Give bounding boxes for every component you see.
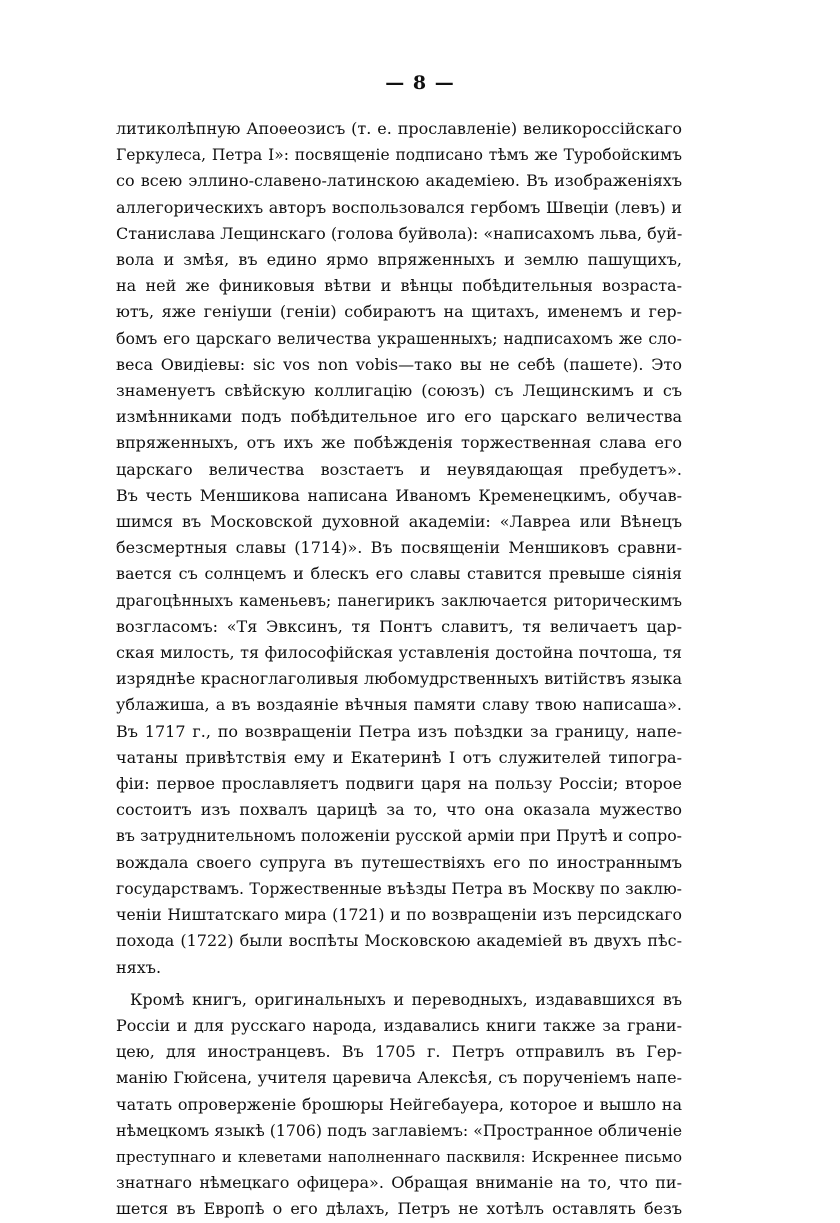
text-line: изряднѣе красноглаголивыя любомудрственныхъ витійствъ языка: [116, 669, 682, 689]
text-line: вола и змѣя, въ едино ярмо впряженныхъ и землю пашущихъ,: [116, 250, 682, 270]
page-number: — 8 —: [385, 72, 455, 94]
text-line: ская милость, тя философійская уставленія достойна почтоша, тя: [116, 643, 682, 663]
text-line: фіи: первое прославляетъ подвиги царя на пользу Россіи; второе: [116, 774, 682, 794]
text-line: Кромѣ книгъ, оригинальныхъ и переводныхъ, издававшихся въ: [130, 989, 682, 1009]
text-line: цею, для иностранцевъ. Въ 1705 г. Петръ отправилъ въ Гер-: [116, 1042, 682, 1062]
text-line: впряженныхъ, отъ ихъ же побѣжденія торжественная слава его: [116, 433, 682, 453]
paragraph-2: [116, 987, 682, 1223]
text-line: государствамъ. Торжественные въѣзды Петра въ Москву по заклю-: [116, 878, 682, 898]
text-line: манію Гюйсена, учителя царевича Алексѣя, съ порученіемъ напе-: [116, 1068, 682, 1088]
text-line: похода (1722) были воспѣты Московскою академіей въ двухъ пѣс-: [116, 931, 682, 951]
text-line: измѣнниками подъ побѣдительное иго его царскаго величества: [116, 407, 682, 427]
text-line: драгоцѣнныхъ каменьевъ; панегирикъ заключается риторическимъ: [116, 591, 682, 610]
text-line: въ затруднительномъ положеніи русской арміи при Прутѣ и сопро-: [116, 826, 682, 846]
text-line: состоитъ изъ похвалъ царицѣ за то, что она оказала мужество: [116, 800, 682, 820]
text-line: литиколѣпную Апоѳеозисъ (т. е. прославленіе) великороссійскаго: [116, 119, 682, 138]
text-line: на ней же финиковыя вѣтви и вѣнцы побѣдительныя возраста-: [116, 276, 682, 296]
text-line: веса Овидіевы: sic vos non vobis—тако вы не себѣ (пашете). Это: [116, 354, 682, 374]
text-line: ченіи Ништатскаго мира (1721) и по возвращеніи изъ персидскаго: [116, 905, 682, 925]
text-line: няхъ.: [116, 957, 162, 977]
text-line: царскаго величества возстаетъ и неувядающая пребудетъ».: [116, 459, 682, 479]
text-line: возгласомъ: «Тя Эвксинъ, тя Понтъ славитъ, тя величаетъ цар-: [116, 616, 682, 636]
text-line: со всею эллино-славено-латинскою академіею. Въ изображеніяхъ: [116, 171, 682, 191]
text-line: Геркулеса, Петра I»: посвященіе подписано тѣмъ же Туробойскимъ: [116, 146, 682, 165]
text-line: аллегорическихъ авторъ воспользовался гербомъ Швеціи (левъ) и: [116, 197, 682, 217]
text-line: вождала своего супруга въ путешествіяхъ его по иностраннымъ: [116, 852, 682, 872]
text-line: бомъ его царскаго величества украшенныхъ; надписахомъ же сло-: [116, 328, 682, 348]
text-line: ублажиша, а въ воздаяніе вѣчныя памяти славу твою написаша».: [116, 695, 682, 715]
text-line: Россіи и для русскаго народа, издавались книги также за грани-: [116, 1015, 682, 1035]
text-line: Въ 1717 г., по возвращеніи Петра изъ поѣздки за границу, напе-: [116, 721, 682, 741]
paragraph-1: [116, 116, 682, 981]
text-line: чатаны привѣтствія ему и Екатеринѣ I отъ служителей типогра-: [116, 747, 682, 767]
text-line: Въ честь Меншикова написана Иваномъ Кременецкимъ, обучав-: [116, 485, 682, 505]
text-line: преступнаго и клеветами наполненнаго пасквиля: Искреннее письмо: [116, 1147, 682, 1166]
text-line: знатнаго нѣмецкаго офицера». Обращая вниманіе на то, что пи-: [116, 1173, 682, 1193]
text-line: знаменуетъ свѣйскую коллигацію (союзъ) съ Лещинскимъ и съ: [116, 381, 682, 401]
text-line: нѣмецкомъ языкѣ (1706) подъ заглавіемъ: «Пространное обличеніе: [116, 1120, 682, 1140]
text-line: шимся въ Московской духовной академіи: «Лавреа или Вѣнецъ: [116, 512, 682, 532]
text-line: шется въ Европѣ о его дѣлахъ, Петръ не хотѣлъ оставлять безъ: [116, 1199, 682, 1219]
text-line: безсмертныя славы (1714)». Въ посвященіи Меншиковъ сравни-: [116, 538, 682, 558]
text-line: Станислава Лещинскаго (голова буйвола): «написахомъ льва, буй-: [116, 223, 682, 243]
body-text: [116, 116, 682, 1223]
text-line: ютъ, яже геніуши (геніи) собираютъ на щитахъ, именемъ и гер-: [116, 302, 682, 322]
text-line: вается съ солнцемъ и блескъ его славы ставится превыше сіянія: [116, 564, 682, 584]
text-line: чатать опроверженіе брошюры Нейгебауера, которое и вышло на: [116, 1094, 682, 1114]
